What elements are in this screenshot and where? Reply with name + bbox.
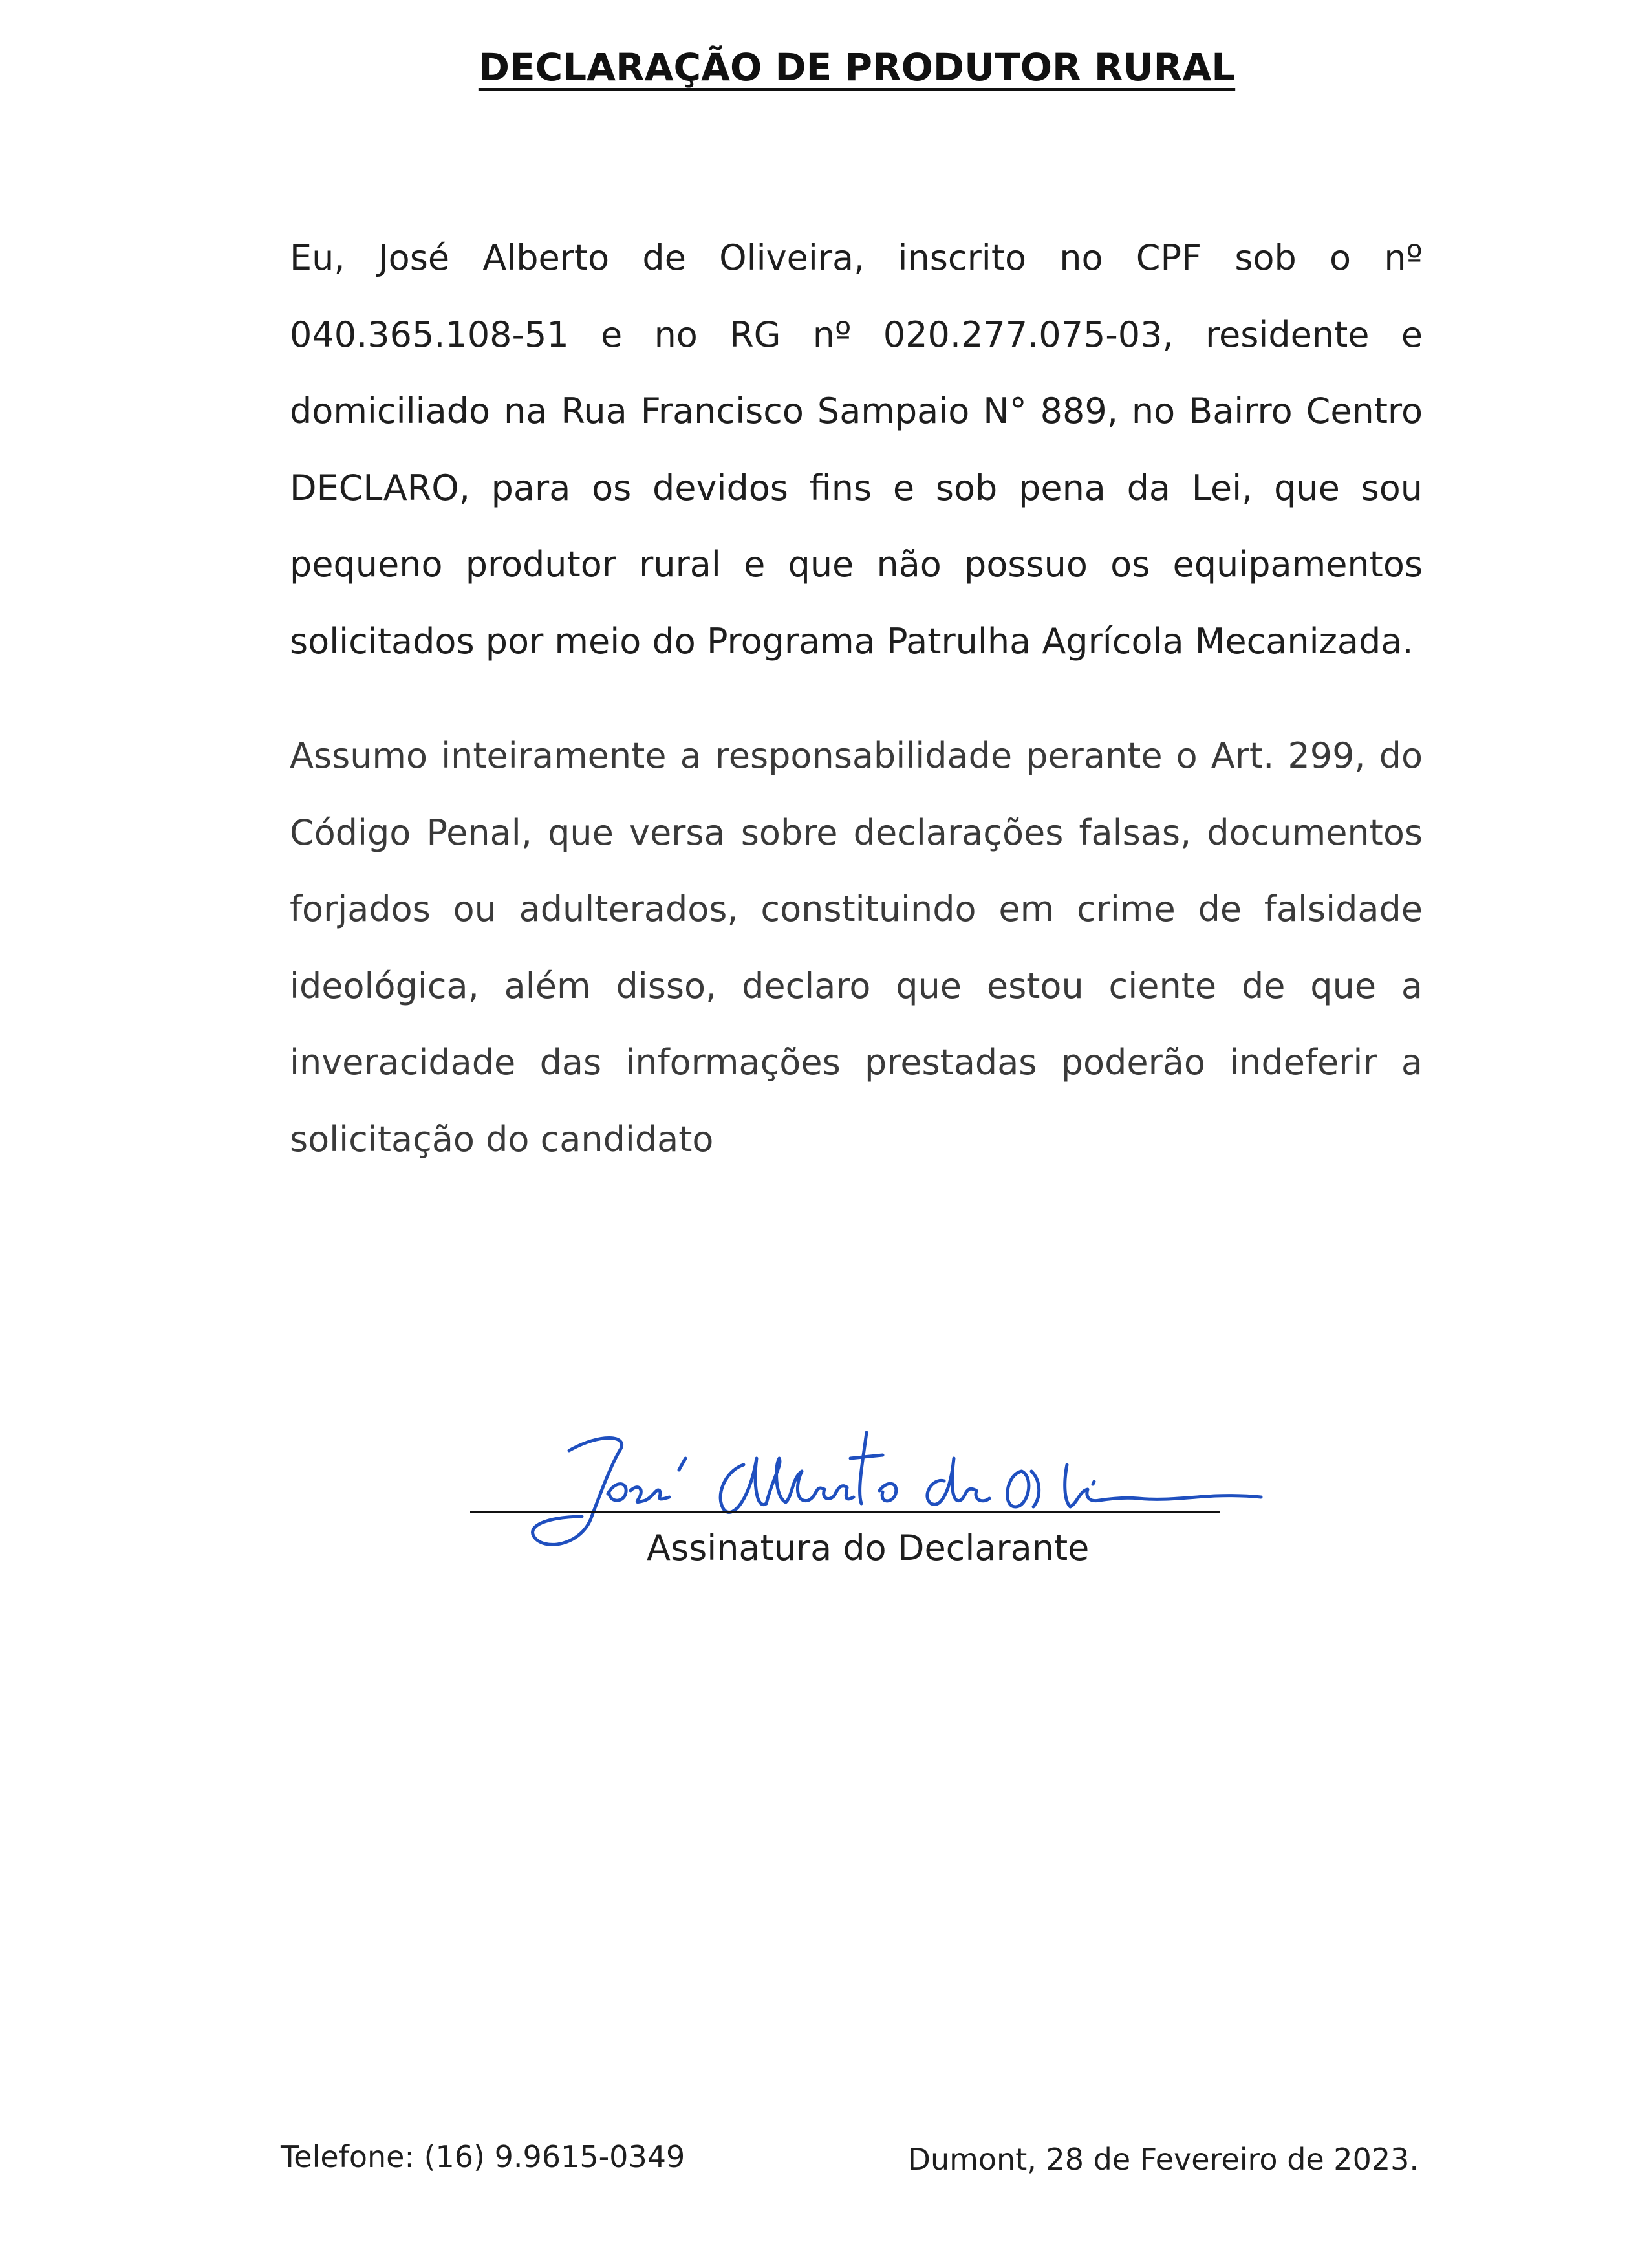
place-and-date: Dumont, 28 de Fevereiro de 2023. [907,2142,1419,2177]
declaration-paragraph: Eu, José Alberto de Oliveira, inscrito no CPF sob o nº 040.365.108-51 e no RG nº 020.277.075-03, residente e domiciliado na Rua Francisco Sampaio N° 889, no Bairro Centro DECLARO, para os devidos fins e sob pena da Lei, que sou pequeno produtor rural e que não possuo os equipamentos solicitados por meio do Programa Patrulha Agrícola Mecanizada. [290,237,1423,662]
document-title: DECLARAÇÃO DE PRODUTOR RURAL [478,45,1236,89]
phone-number: Telefone: (16) 9.9615-0349 [281,2139,685,2174]
signature-label: Assinatura do Declarante [647,1528,1090,1568]
signature-line [470,1511,1220,1513]
responsibility-paragraph: Assumo inteiramente a responsabilidade perante o Art. 299, do Código Penal, que versa sobre declarações falsas, documentos forjados ou adulterados, constituindo em crime de falsidade ideológica, além disso, declaro que estou ciente de que a inveracidade das informações prestadas poderão indeferir a solicitação do candidato [290,735,1423,1160]
